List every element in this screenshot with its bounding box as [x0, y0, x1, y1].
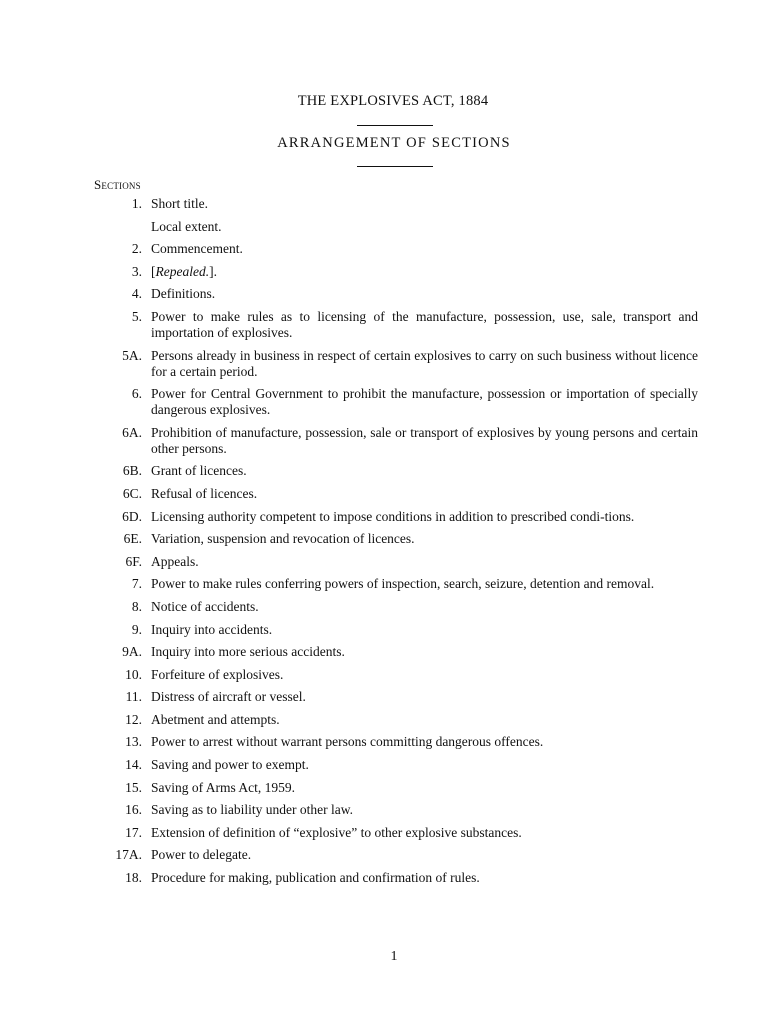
section-title: Short title.: [151, 196, 208, 211]
section-number: 17.: [125, 824, 142, 840]
section-number: 6B.: [122, 463, 142, 479]
section-title: Local extent.: [151, 218, 222, 234]
section-title: Abetment and attempts.: [151, 711, 280, 727]
section-entry: [94, 622, 698, 638]
section-number: 11.: [125, 689, 142, 705]
section-title: Power to delegate.: [151, 847, 252, 863]
heading-divider: [357, 166, 433, 167]
section-number: 6F.: [125, 553, 142, 569]
section-entry: [94, 802, 698, 818]
section-entry: [94, 196, 698, 212]
section-number: 15.: [125, 779, 142, 795]
section-title: Licensing authority competent to impose conditions in addition to prescribed condi-tions.: [151, 508, 635, 524]
section-number: 8.: [131, 598, 142, 614]
section-title: Grant of licences.: [151, 463, 247, 479]
section-title: Persons already in business in respect of certain explosives to carry on such business without licence for a certain period.: [151, 347, 698, 379]
section-title: Inquiry into accidents.: [151, 621, 273, 637]
section-title: Saving and power to exempt.: [151, 757, 309, 773]
section-number: 1.: [131, 196, 142, 211]
repealed-note: Repealed.: [155, 263, 210, 279]
section-number: 6.: [131, 386, 142, 402]
section-entry: [94, 576, 698, 592]
section-number: 7.: [131, 576, 142, 592]
section-entry: [94, 757, 698, 773]
section-title: Definitions.: [151, 286, 216, 302]
sections-list: [94, 196, 698, 893]
bracket-close: ].: [209, 263, 217, 279]
section-title: Inquiry into more serious accidents.: [151, 644, 345, 660]
section-number: 5A.: [122, 347, 142, 363]
section-number: 6D.: [122, 508, 142, 524]
section-title: Procedure for making, publication and confirmation of rules.: [151, 870, 480, 886]
section-title: Appeals.: [151, 553, 199, 569]
section-entry: [94, 531, 698, 547]
section-entry: [94, 689, 698, 705]
section-number: 13.: [125, 734, 142, 750]
bracket-open: [: [151, 263, 156, 279]
section-number: 4.: [131, 286, 142, 302]
section-number: 6E.: [123, 531, 142, 547]
section-entry: [94, 780, 698, 796]
section-entry: [94, 712, 698, 728]
section-title: Saving as to liability under other law.: [151, 802, 353, 818]
section-entry: [94, 847, 698, 863]
section-entry: [94, 264, 698, 280]
section-title: Power to arrest without warrant persons committing dangerous offences.: [151, 734, 544, 750]
section-number: 9.: [131, 621, 142, 637]
section-entry: [94, 734, 698, 750]
section-entry: [94, 486, 698, 502]
section-number: 3.: [131, 263, 142, 279]
section-title: Power to make rules conferring powers of inspection, search, seizure, detention and removal.: [151, 576, 655, 592]
section-entry: [94, 425, 698, 457]
section-title: Power to make rules as to licensing of the manufacture, possession, use, sale, transport and importation of explosives.: [151, 308, 698, 340]
section-entry: [94, 219, 698, 235]
act-title: THE EXPLOSIVES ACT, 1884: [297, 93, 489, 109]
section-entry: [94, 599, 698, 615]
section-entry: [94, 463, 698, 479]
section-title: Prohibition of manufacture, possession, sale or transport of explosives by young persons and certain other persons.: [151, 424, 698, 456]
section-number: 17A.: [115, 847, 142, 863]
page-number: 1: [390, 949, 398, 964]
section-entry: [94, 870, 698, 886]
section-title: Distress of aircraft or vessel.: [151, 689, 306, 705]
section-entry: [94, 348, 698, 380]
section-entry: [94, 667, 698, 683]
section-title: Commencement.: [151, 241, 243, 257]
title-divider: [357, 125, 433, 126]
section-entry: [94, 554, 698, 570]
section-number: 9A.: [122, 644, 142, 660]
section-number: 14.: [125, 757, 142, 773]
section-title: Forfeiture of explosives.: [151, 666, 284, 682]
section-title: Extension of definition of “explosive” to other explosive substances.: [151, 824, 522, 840]
section-title: Variation, suspension and revocation of licences.: [151, 531, 415, 547]
section-number: 16.: [125, 802, 142, 818]
section-number: 10.: [125, 666, 142, 682]
section-number: 2.: [131, 241, 142, 257]
section-entry: [94, 509, 698, 525]
section-title: Refusal of licences.: [151, 485, 258, 501]
section-title: Notice of accidents.: [151, 598, 259, 614]
section-title: Power for Central Government to prohibit the manufacture, possession or importation of specially dangerous explosives.: [151, 386, 698, 418]
section-number: 12.: [125, 711, 142, 727]
section-entry: [94, 309, 698, 341]
section-title: [151, 264, 698, 280]
section-number: 6A.: [122, 424, 142, 440]
arrangement-heading: ARRANGEMENT OF SECTIONS: [277, 135, 511, 151]
section-entry: [94, 386, 698, 418]
section-number: 6C.: [122, 485, 142, 501]
section-entry: [94, 286, 698, 302]
section-number: 18.: [125, 870, 142, 886]
section-title: Saving of Arms Act, 1959.: [151, 779, 295, 795]
section-number: 5.: [131, 308, 142, 324]
section-entry: [94, 825, 698, 841]
sections-label: Sections: [94, 177, 141, 192]
section-entry: [94, 241, 698, 257]
section-entry: [94, 644, 698, 660]
